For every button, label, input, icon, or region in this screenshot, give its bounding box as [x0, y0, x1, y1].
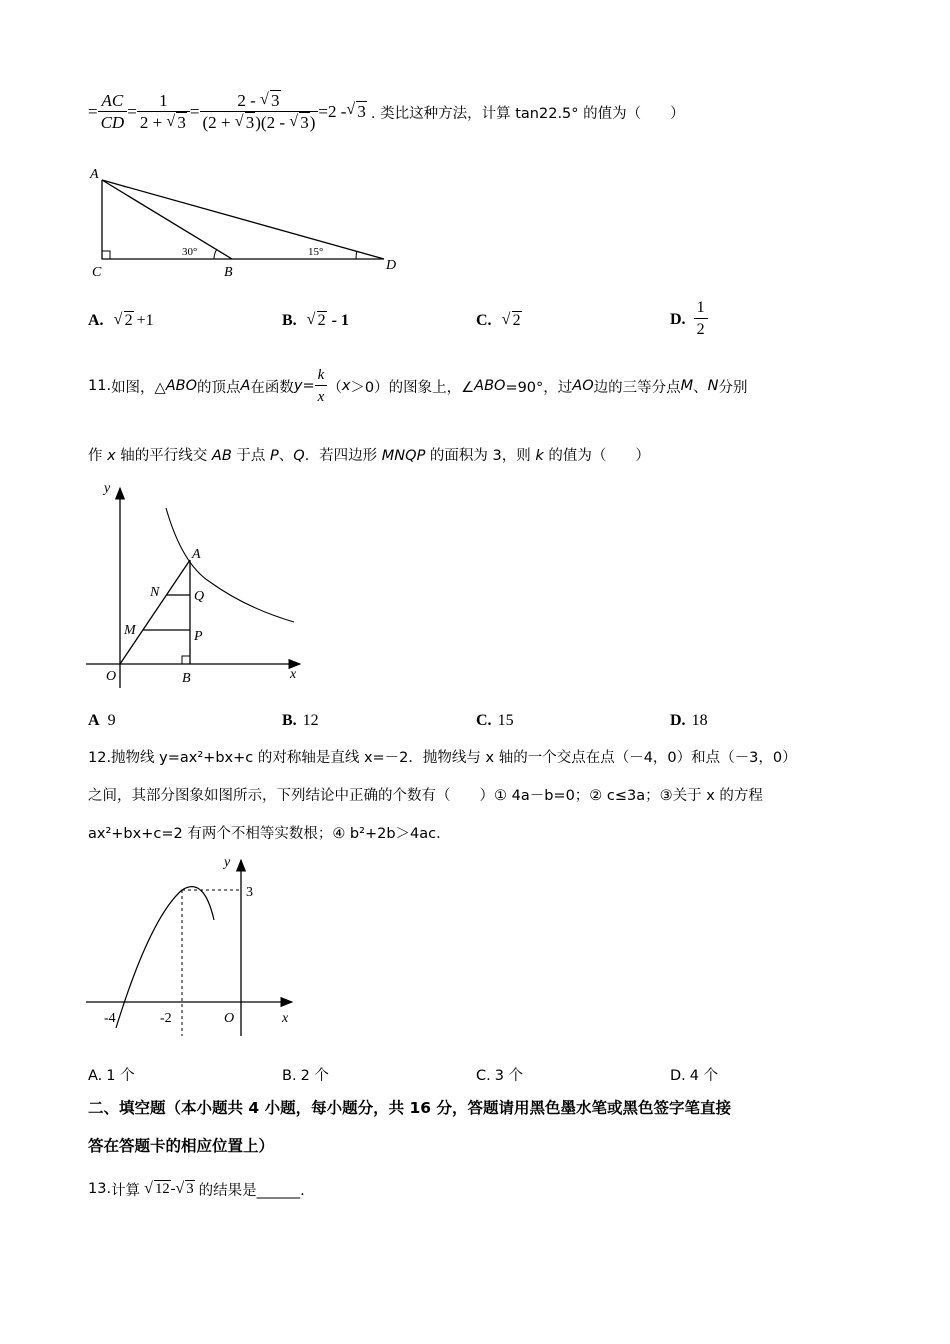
segment-oa: [120, 560, 190, 664]
eq-sign-4: =2 -: [318, 102, 347, 121]
label-p: P: [194, 629, 203, 644]
q10-triangle-figure: [86, 162, 406, 282]
sqrt-3: √ 3: [175, 1181, 194, 1198]
label-q: Q: [194, 589, 205, 604]
q11-option-d[interactable]: D. 18: [670, 712, 708, 729]
right-angle-mark: [102, 251, 110, 259]
section-2-heading-line-1: 二、填空题（本小题共 4 小题，每小题分，共 16 分，答题请用黑色墨水笔或黑色签字笔直接: [88, 1099, 731, 1117]
q12-option-d[interactable]: D. 4 个: [670, 1068, 719, 1084]
label-neg2: -2: [160, 1011, 172, 1026]
label-y: y: [104, 481, 111, 496]
section-2-heading-line-2: 答在答题卡的相应位置上）: [88, 1137, 275, 1155]
q12-option-a[interactable]: A. 1 个: [88, 1068, 135, 1084]
label-c: C: [92, 265, 102, 280]
fraction-rationalized: $\frac{2 - √ 3}{(2 + √ 3)(2 - √ 3)}$: [200, 91, 319, 134]
sqrt-3-result: √ 3: [346, 102, 367, 122]
q13-line: 13. 计算 √ 12 - √ 3 的结果是______.: [88, 1172, 305, 1206]
eq-sign-3: =: [189, 102, 200, 121]
label-b: B: [224, 265, 233, 280]
fraction-1-over: $\frac{1}{2 + √ 3}$: [137, 91, 190, 134]
q10-equation: [88, 84, 685, 140]
q10-question-tail: . 类比这种方法，计算 tan22.5° 的值为（ ）: [370, 105, 685, 122]
segment-ab: [102, 180, 232, 259]
q12-option-b[interactable]: B. 2 个: [282, 1068, 329, 1084]
right-angle-mark-b: [182, 656, 190, 664]
q12-line-3: ax²+bx+c=2 有两个不相等实数根；④ b²+2b＞4ac．: [88, 826, 451, 842]
q11-line-2: 作 x 轴的平行线交 AB 于点 P、Q．若四边形 MNQP 的面积为 3，则 k 的值为（ ）: [88, 448, 650, 464]
label-x: x: [282, 1011, 289, 1026]
eq-sign-2: =: [127, 102, 137, 121]
label-3: 3: [246, 885, 253, 900]
segment-ad: [102, 180, 384, 259]
q11-option-c[interactable]: C. 15: [476, 712, 514, 729]
q10-option-b[interactable]: B. √ 2 - 1: [282, 312, 349, 330]
label-x: x: [290, 667, 297, 682]
q11-hyperbola-figure: [86, 478, 316, 690]
q10-option-a[interactable]: A. √ 2 +1: [88, 312, 154, 330]
angle-label-15: 15°: [308, 246, 324, 258]
angle-label-30: 30°: [182, 246, 198, 258]
fraction-ac-cd: $\frac{AC}{CD}$: [98, 91, 128, 134]
label-a: A: [90, 167, 99, 182]
label-d: D: [386, 258, 397, 273]
label-neg4: -4: [104, 1011, 116, 1026]
angle-arc-b: [214, 249, 217, 259]
q10-option-c[interactable]: C. √ 2: [476, 312, 522, 330]
label-n: N: [150, 585, 160, 600]
q12-line-1: 12.抛物线 y=ax²+bx+c 的对称轴是直线 x=－2．抛物线与 x 轴的一个交点在点（－4，0）和点（－3，0）: [88, 750, 797, 766]
q10-option-d[interactable]: D. $\frac{1}{2}$: [670, 298, 708, 341]
label-o: O: [224, 1011, 235, 1026]
q11-line-1: 11. 如图，△ ABO 的顶点 A 在函数 y= $\frac{k}{x}$ （ x ＞0）的图象上，∠ ABO =90°，过 AO 边的三等分点 M 、 N 分别: [88, 358, 748, 414]
q11-option-a[interactable]: A 9: [88, 712, 116, 729]
q12-line-2: 之间，其部分图象如图所示，下列结论中正确的个数有（ ）① 4a－b=0；② c≤3a；③关于 x 的方程: [88, 788, 763, 804]
q11-option-b[interactable]: B. 12: [282, 712, 319, 729]
label-y: y: [224, 855, 231, 870]
label-b: B: [182, 671, 191, 686]
parabola-curve: [116, 887, 214, 1028]
fraction-k-over-x: $\frac{k}{x}$: [315, 365, 328, 408]
q12-option-c[interactable]: C. 3 个: [476, 1068, 524, 1084]
label-a: A: [192, 547, 201, 562]
eq-sign-1: =: [88, 102, 98, 121]
hyperbola-curve: [166, 508, 294, 622]
q12-parabola-figure: [86, 850, 306, 1040]
angle-arc-d: [356, 251, 357, 259]
label-o: O: [106, 669, 117, 684]
label-m: M: [124, 623, 136, 638]
sqrt-12: √ 12: [144, 1181, 171, 1198]
